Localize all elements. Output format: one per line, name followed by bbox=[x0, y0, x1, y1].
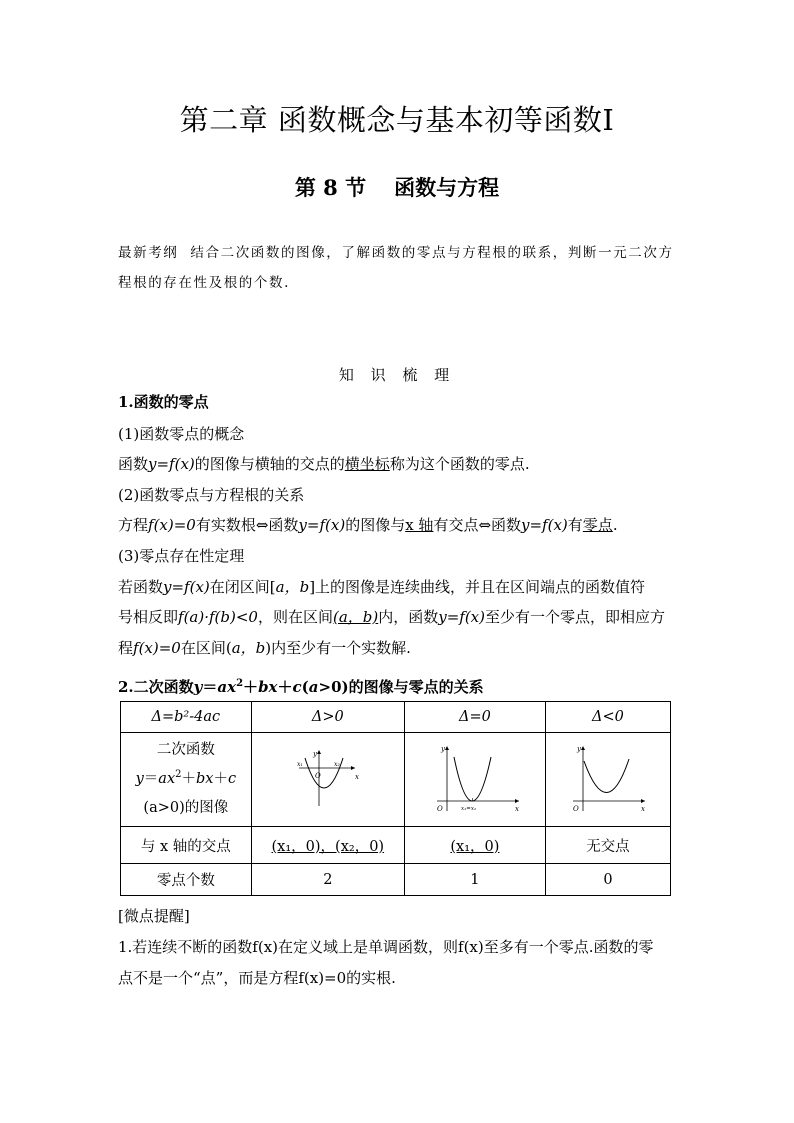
root-x1-label: x₁ bbox=[296, 760, 303, 768]
graph-one-root bbox=[404, 733, 545, 827]
s1-sub2: (2)函数零点与方程根的关系 bbox=[118, 486, 305, 504]
underlined-answer: 横坐标 bbox=[344, 455, 390, 473]
formula: y=f(x) bbox=[163, 578, 210, 596]
parabola-no-root-graph bbox=[567, 743, 649, 813]
text: 的图像与零点的关系 bbox=[348, 678, 484, 696]
intersection-two: (x₁，0)，(x₂，0) bbox=[251, 827, 404, 864]
text: 的图像与横轴的交点的 bbox=[194, 455, 345, 473]
underlined-answer: (a，b) bbox=[332, 608, 379, 626]
zero-definition bbox=[118, 453, 688, 474]
text: 有 bbox=[567, 516, 583, 534]
theorem-line-3 bbox=[118, 637, 688, 658]
zero-root-relation bbox=[118, 514, 688, 535]
zero-count-none: 0 bbox=[545, 864, 670, 896]
parabola-two-roots-graph bbox=[293, 748, 363, 808]
text: ，则在区间 bbox=[257, 608, 333, 626]
col-delta-positive: Δ>0 bbox=[251, 702, 404, 733]
zero-count-one: 1 bbox=[404, 864, 545, 896]
text: 号相反即 bbox=[118, 608, 179, 626]
zero-count-label: 零点个数 bbox=[121, 864, 252, 896]
underlined-answer: x 轴 bbox=[405, 516, 434, 534]
delta-header: Δ=b²-4ac bbox=[121, 702, 252, 733]
text: 函数 bbox=[118, 455, 149, 473]
parabola-double-root-graph bbox=[429, 743, 521, 813]
formula: f(x)=0 bbox=[133, 639, 181, 657]
text: ]上的图像是连续曲线，并且在区间端点的函数值符 bbox=[309, 578, 646, 596]
zero-count-two: 2 bbox=[251, 864, 404, 896]
section-title bbox=[0, 172, 794, 202]
y-axis-label: y bbox=[312, 749, 317, 758]
syllabus-paragraph bbox=[118, 238, 680, 298]
y-axis-label: y bbox=[576, 744, 581, 753]
text: 有交点⇔函数 bbox=[433, 516, 522, 534]
text: 2.二次函数 bbox=[118, 678, 194, 696]
syllabus-label: 最新考纲 bbox=[118, 245, 179, 261]
table-row bbox=[121, 864, 671, 896]
s2-heading: 2.二次函数$y=ax^2+bx+c(a>0)$的图像与零点的关系 bbox=[118, 678, 484, 696]
section-number: 第 8 节 bbox=[294, 175, 367, 200]
text: 的图像与 bbox=[345, 516, 406, 534]
text: . bbox=[612, 516, 618, 534]
chapter-title: 第二章 函数概念与基本初等函数Ⅰ bbox=[179, 103, 615, 137]
col-delta-negative: Δ<0 bbox=[545, 702, 670, 733]
text: 称为这个函数的零点. bbox=[389, 455, 530, 473]
text: 程 bbox=[118, 639, 134, 657]
text: 方程 bbox=[118, 516, 149, 534]
text: 内，函数 bbox=[378, 608, 439, 626]
intersection-none: 无交点 bbox=[545, 827, 670, 864]
text: 若函数 bbox=[118, 578, 164, 596]
table-row bbox=[121, 733, 671, 827]
tips-line-1: 1.若连续不断的函数f(x)在定义域上是单调函数，则f(x)至多有一个零点.函数的零 bbox=[118, 938, 654, 956]
text: 至少有一个零点，即相应方 bbox=[485, 608, 666, 626]
knowledge-heading: 知 识 梳 理 bbox=[338, 366, 456, 384]
text: 在区间( bbox=[180, 639, 232, 657]
tips-label: [微点提醒] bbox=[118, 907, 190, 925]
text: 有实数根⇔函数 bbox=[195, 516, 299, 534]
formula: f(x)=0 bbox=[148, 516, 196, 534]
tips-line-2: 点不是一个“点”，而是方程f(x)=0的实根. bbox=[118, 969, 396, 987]
theorem-line-1 bbox=[118, 576, 688, 597]
formula: y=f(x) bbox=[298, 516, 346, 534]
formula: a，b bbox=[275, 578, 310, 596]
text: )内至少有一个实数解. bbox=[265, 639, 411, 657]
formula: y=f(x) bbox=[438, 608, 485, 626]
graph-row-label: 二次函数 $y=ax^2+bx+c$ (a>0)的图像 bbox=[121, 733, 252, 827]
s1-sub1: (1)函数零点的概念 bbox=[118, 425, 245, 443]
y-axis-label: y bbox=[440, 744, 445, 753]
x-axis-label: x bbox=[640, 804, 645, 813]
x-axis-label: x bbox=[514, 804, 519, 813]
formula: f(a)·f(b)<0 bbox=[178, 608, 258, 626]
formula: a，b bbox=[231, 639, 266, 657]
double-root-label: x₁=x₂ bbox=[460, 805, 477, 812]
quadratic-zero-table bbox=[120, 701, 671, 896]
text: 在闭区间[ bbox=[209, 578, 276, 596]
intersection-label: 与 x 轴的交点 bbox=[121, 827, 252, 864]
origin-label: O bbox=[436, 804, 443, 813]
intersection-one: (x₁，0) bbox=[404, 827, 545, 864]
table-row bbox=[121, 827, 671, 864]
syllabus-text: 结合二次函数的图像，了解函数的零点与方程根的联系，判断一元二次方程根的存在性及根的个数. bbox=[118, 245, 674, 291]
col-delta-zero: Δ=0 bbox=[404, 702, 545, 733]
formula: y=f(x) bbox=[148, 455, 195, 473]
table-row bbox=[121, 702, 671, 733]
origin-label: O bbox=[314, 771, 321, 780]
graph-two-roots bbox=[251, 733, 404, 827]
root-x2-label: x₂ bbox=[333, 760, 340, 768]
text: (a>0)的图像 bbox=[143, 800, 229, 816]
origin-label: O bbox=[572, 804, 579, 813]
s1-sub3: (3)零点存在性定理 bbox=[118, 547, 245, 565]
graph-no-root bbox=[545, 733, 670, 827]
formula: y=f(x) bbox=[521, 516, 568, 534]
text: 二次函数 bbox=[156, 742, 215, 758]
s1-heading: 1.函数的零点 bbox=[118, 393, 209, 411]
underlined-answer: 零点 bbox=[582, 516, 613, 534]
theorem-line-2 bbox=[118, 606, 688, 627]
x-axis-label: x bbox=[354, 772, 359, 781]
section-name: 函数与方程 bbox=[394, 175, 500, 200]
